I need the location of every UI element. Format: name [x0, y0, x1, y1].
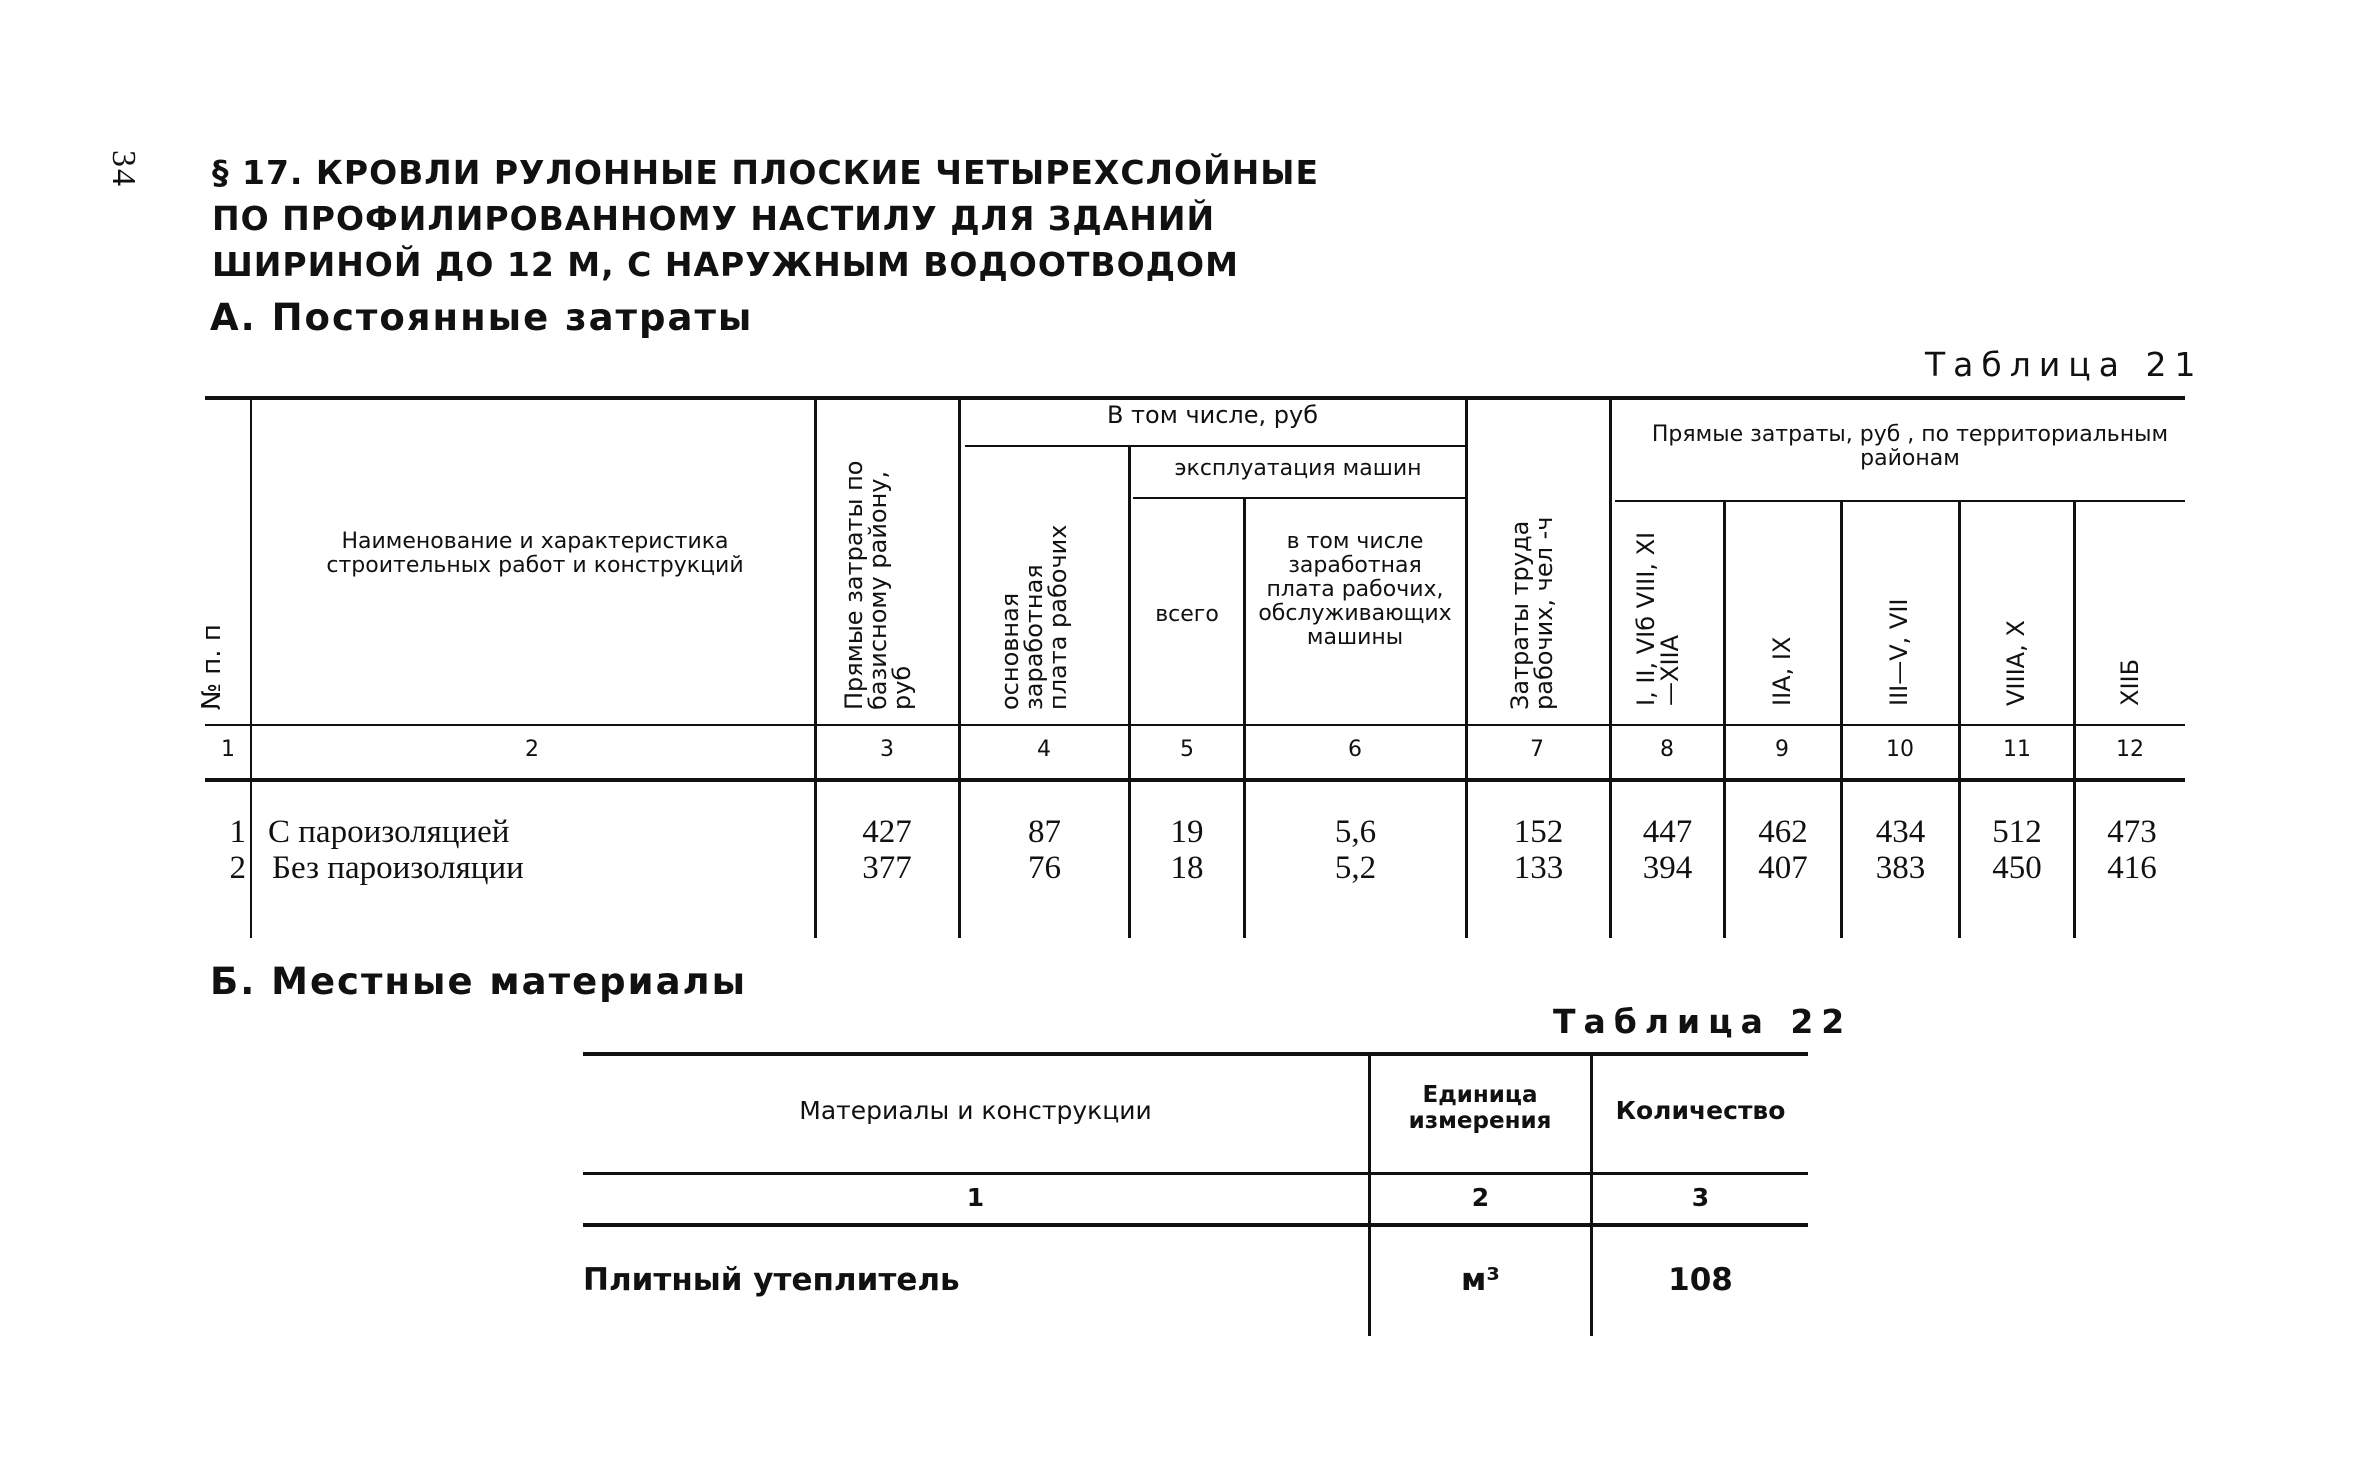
- row-material: Плитный утеплитель: [583, 1262, 960, 1298]
- col-number: 12: [2116, 737, 2144, 762]
- col-number: 3: [880, 737, 894, 762]
- part-a-title: А. Постоянные затраты: [210, 296, 754, 339]
- cell-region-2: 462: [1758, 814, 1808, 850]
- cell-machines-salary: 5,6: [1334, 814, 1377, 850]
- header-labor: Затраты труда рабочих, чел -ч: [1506, 516, 1558, 710]
- section-title: [212, 150, 1319, 288]
- header-region-5: XIIБ: [2116, 658, 2144, 706]
- col-number: 2: [525, 737, 539, 762]
- header-unit: Единица измерения: [1408, 1082, 1552, 1134]
- cell-region-5: 473: [2107, 814, 2157, 850]
- table-22-label: Таблица 22: [1553, 1002, 1853, 1041]
- header-region-4: VIIIА, X: [2002, 620, 2030, 706]
- cell-base-salary: 76: [1028, 850, 1061, 886]
- section-title-line-2: ПО ПРОФИЛИРОВАННОМУ НАСТИЛУ ДЛЯ ЗДАНИЙ: [212, 199, 1216, 238]
- header-region-3: III—V, VII: [1885, 598, 1913, 706]
- header-materials: Материалы и конструкции: [799, 1096, 1152, 1125]
- header-region-1: I, II, VIб VIII, XI—XIIА: [1632, 531, 1684, 706]
- cell-region-1: 447: [1642, 814, 1693, 850]
- col-number: 1: [966, 1183, 985, 1212]
- table-21-label: Таблица 21: [1925, 345, 2204, 384]
- cell-machines-salary: 5,2: [1334, 850, 1377, 886]
- row-unit: м³: [1461, 1262, 1500, 1298]
- cell-region-5: 416: [2107, 850, 2157, 886]
- cell-direct-base: 427: [862, 814, 912, 850]
- cell-region-3: 434: [1875, 814, 1926, 850]
- col-number: 1: [221, 737, 235, 762]
- col-number: 8: [1660, 737, 1674, 762]
- header-region-2: IIА, IX: [1768, 636, 1796, 706]
- row-qty: 108: [1668, 1262, 1733, 1298]
- cell-region-3: 383: [1875, 850, 1926, 886]
- row-name: С пароизоляцией: [268, 814, 510, 850]
- header-direct-base: Прямые затраты по базисному району, руб: [840, 460, 916, 710]
- cell-labor: 133: [1513, 850, 1564, 886]
- col-number: 10: [1886, 737, 1914, 762]
- part-b-title: Б. Местные материалы: [210, 960, 748, 1003]
- col-number: 9: [1775, 737, 1789, 762]
- header-including: В том числе, руб: [1106, 401, 1319, 429]
- page-number: 34: [105, 150, 142, 188]
- section-title-line-3: ШИРИНОЙ ДО 12 М, С НАРУЖНЫМ ВОДООТВОДОМ: [212, 245, 1239, 284]
- header-machines: эксплуатация машин: [1174, 456, 1422, 481]
- row-number: 1: [229, 814, 246, 850]
- col-number: 6: [1348, 737, 1362, 762]
- col-number: 3: [1691, 1183, 1710, 1212]
- header-machines-total: всего: [1155, 602, 1219, 627]
- row-name: Без пароизоляции: [272, 850, 524, 886]
- cell-machines-total: 19: [1170, 814, 1204, 850]
- col-number: 11: [2003, 737, 2031, 762]
- header-base-salary: основная заработная плата рабочих: [996, 524, 1072, 710]
- cell-direct-base: 377: [862, 850, 912, 886]
- col-number: 7: [1530, 737, 1544, 762]
- section-title-line-1: § 17. КРОВЛИ РУЛОННЫЕ ПЛОСКИЕ ЧЕТЫРЕХСЛОЙНЫЕ: [212, 153, 1320, 192]
- cell-machines-total: 18: [1170, 850, 1204, 886]
- col-number: 4: [1037, 737, 1051, 762]
- header-num: № п. п: [197, 624, 227, 710]
- cell-region-4: 450: [1992, 850, 2042, 886]
- cell-region-2: 407: [1758, 850, 1808, 886]
- row-number: 2: [229, 850, 246, 886]
- col-number: 5: [1180, 737, 1194, 762]
- header-name: Наименование и характеристика строительных работ и конструкций: [326, 529, 744, 578]
- cell-region-4: 512: [1992, 814, 2042, 850]
- header-regional: Прямые затраты, руб , по территориальным районам: [1651, 422, 2169, 471]
- cell-region-1: 394: [1642, 850, 1693, 886]
- header-machines-salary: в том числе заработная плата рабочих, обслуживающих машины: [1258, 529, 1452, 650]
- cell-base-salary: 87: [1028, 814, 1061, 850]
- cell-labor: 152: [1513, 814, 1564, 850]
- header-qty: Количество: [1615, 1096, 1786, 1125]
- col-number: 2: [1471, 1183, 1490, 1212]
